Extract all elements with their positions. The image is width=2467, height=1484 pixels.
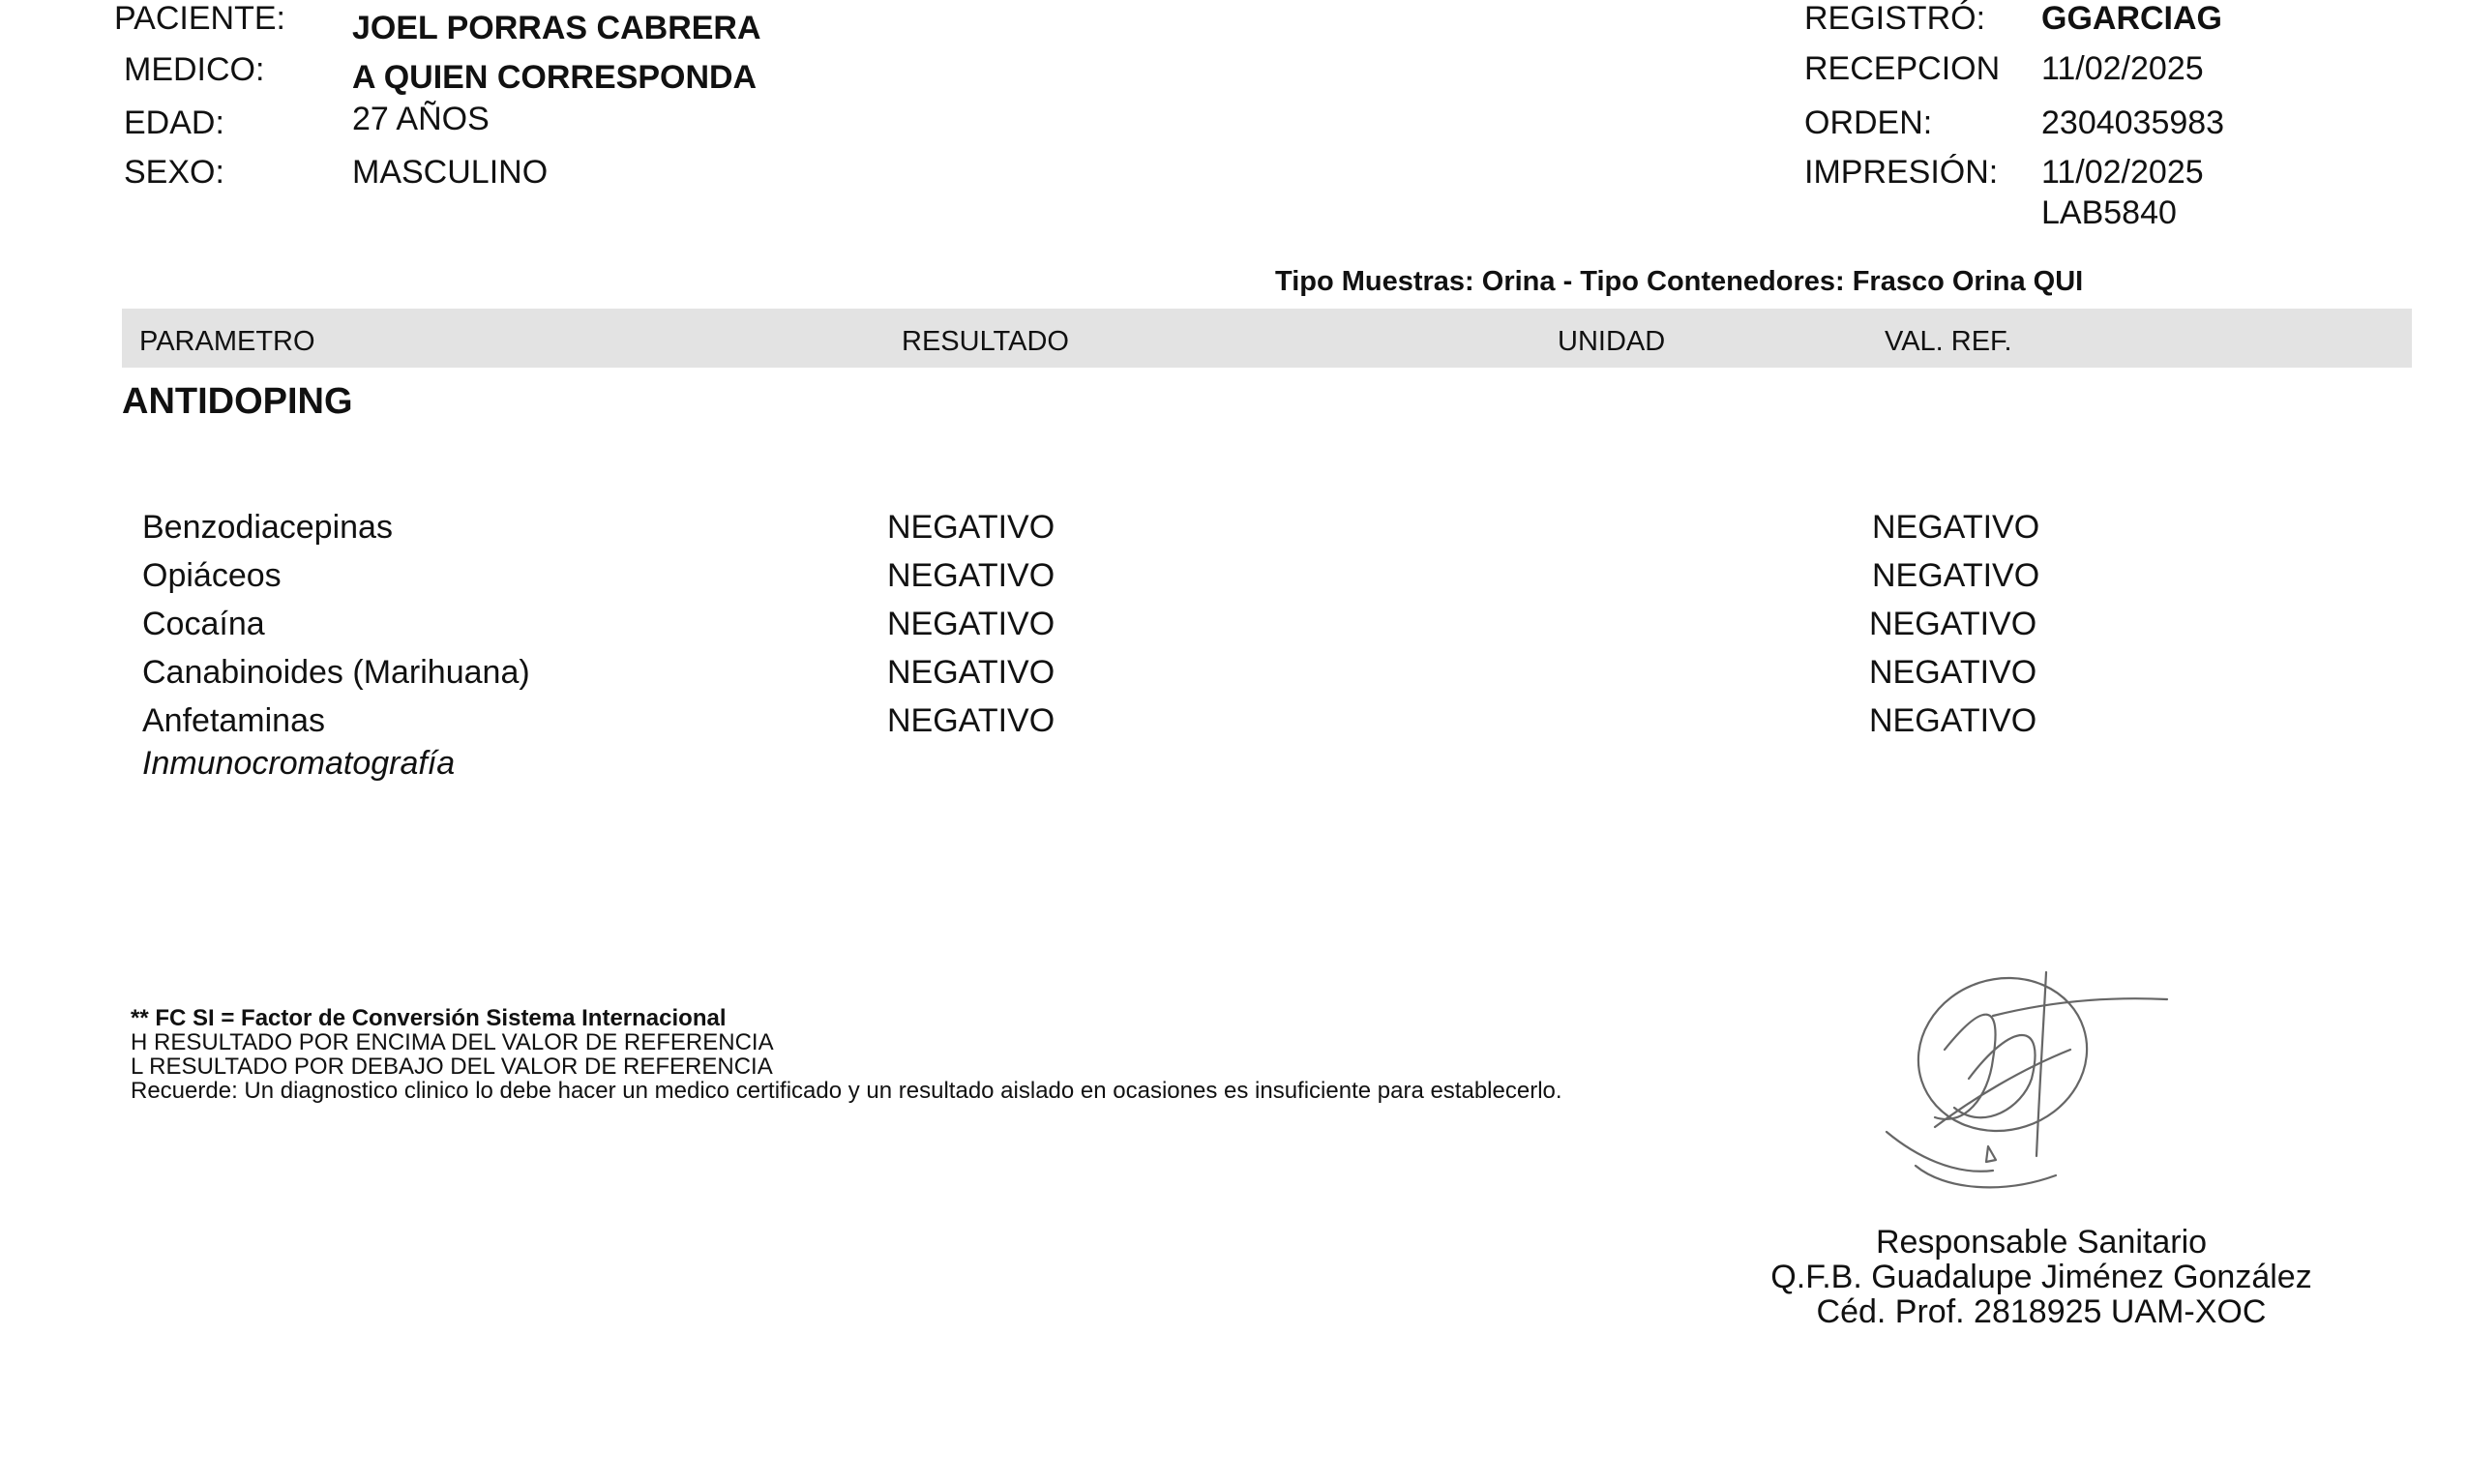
responsible-title: Responsable Sanitario bbox=[1875, 1224, 2208, 1261]
table-row bbox=[0, 509, 2467, 557]
sample-info: Tipo Muestras: Orina - Tipo Contenedores: Frasco Orina QUI bbox=[1275, 266, 2084, 297]
header-parametro: PARAMETRO bbox=[139, 326, 315, 357]
footnote-disclaimer: Recuerde: Un diagnostico clinico lo debe hacer un medico certificado y un resultado aislado en ocasiones es insuficiente para establecerlo. bbox=[131, 1078, 1562, 1104]
header-val-ref: VAL. REF. bbox=[1885, 326, 2012, 357]
footnote-fc-si: ** FC SI = Factor de Conversión Sistema Internacional bbox=[131, 1005, 727, 1031]
result-val-ref: NEGATIVO bbox=[1869, 654, 2037, 691]
impresion-label: IMPRESIÓN: bbox=[1804, 154, 1999, 191]
table-row bbox=[0, 557, 2467, 606]
header-unidad: UNIDAD bbox=[1558, 326, 1666, 357]
footnotes bbox=[131, 1006, 1562, 1103]
results-table-header bbox=[122, 309, 2412, 368]
table-row bbox=[0, 654, 2467, 702]
section-title: ANTIDOPING bbox=[122, 381, 353, 422]
result-parametro: Cocaína bbox=[142, 606, 265, 642]
method-text: Inmunocromatografía bbox=[142, 745, 456, 782]
table-row bbox=[0, 702, 2467, 751]
footnote-h: H RESULTADO POR ENCIMA DEL VALOR DE REFERENCIA bbox=[131, 1029, 774, 1055]
result-parametro: Canabinoides (Marihuana) bbox=[142, 654, 530, 691]
orden-value: 2304035983 bbox=[2041, 104, 2225, 141]
result-resultado: NEGATIVO bbox=[887, 557, 1055, 594]
result-val-ref: NEGATIVO bbox=[1872, 557, 2040, 594]
table-row bbox=[0, 606, 2467, 654]
paciente-value: JOEL PORRAS CABRERA bbox=[352, 10, 761, 46]
medico-label: MEDICO: bbox=[124, 51, 265, 88]
medico-value: A QUIEN CORRESPONDA bbox=[352, 59, 758, 96]
recepcion-value: 11/02/2025 bbox=[2041, 50, 2204, 87]
result-resultado: NEGATIVO bbox=[887, 654, 1055, 691]
registro-value: GGARCIAG bbox=[2041, 0, 2222, 37]
result-val-ref: NEGATIVO bbox=[1869, 606, 2037, 642]
recepcion-label: RECEPCION bbox=[1804, 50, 2001, 87]
header-resultado: RESULTADO bbox=[902, 326, 1069, 357]
impresion-value: 11/02/2025 bbox=[2041, 154, 2204, 191]
sexo-value: MASCULINO bbox=[352, 154, 549, 191]
result-val-ref: NEGATIVO bbox=[1869, 702, 2037, 739]
responsible-cedula: Céd. Prof. 2818925 UAM-XOC bbox=[1816, 1293, 2267, 1330]
orden-label: ORDEN: bbox=[1804, 104, 1933, 141]
sexo-label: SEXO: bbox=[124, 154, 224, 191]
result-val-ref: NEGATIVO bbox=[1872, 509, 2040, 546]
result-resultado: NEGATIVO bbox=[887, 606, 1055, 642]
result-resultado: NEGATIVO bbox=[887, 702, 1055, 739]
responsible-name: Q.F.B. Guadalupe Jiménez González bbox=[1770, 1259, 2312, 1295]
edad-label: EDAD: bbox=[124, 104, 224, 141]
lab-code: LAB5840 bbox=[2041, 194, 2177, 231]
result-parametro: Anfetaminas bbox=[142, 702, 325, 739]
edad-value: 27 AÑOS bbox=[352, 101, 490, 137]
responsible-block bbox=[1732, 1225, 2351, 1329]
registro-label: REGISTRÓ: bbox=[1804, 0, 1986, 37]
footnote-l: L RESULTADO POR DEBAJO DEL VALOR DE REFERENCIA bbox=[131, 1054, 773, 1080]
result-parametro: Opiáceos bbox=[142, 557, 282, 594]
paciente-label: PACIENTE: bbox=[114, 0, 285, 37]
result-resultado: NEGATIVO bbox=[887, 509, 1055, 546]
signature-image bbox=[1877, 963, 2186, 1204]
result-parametro: Benzodiacepinas bbox=[142, 509, 393, 546]
